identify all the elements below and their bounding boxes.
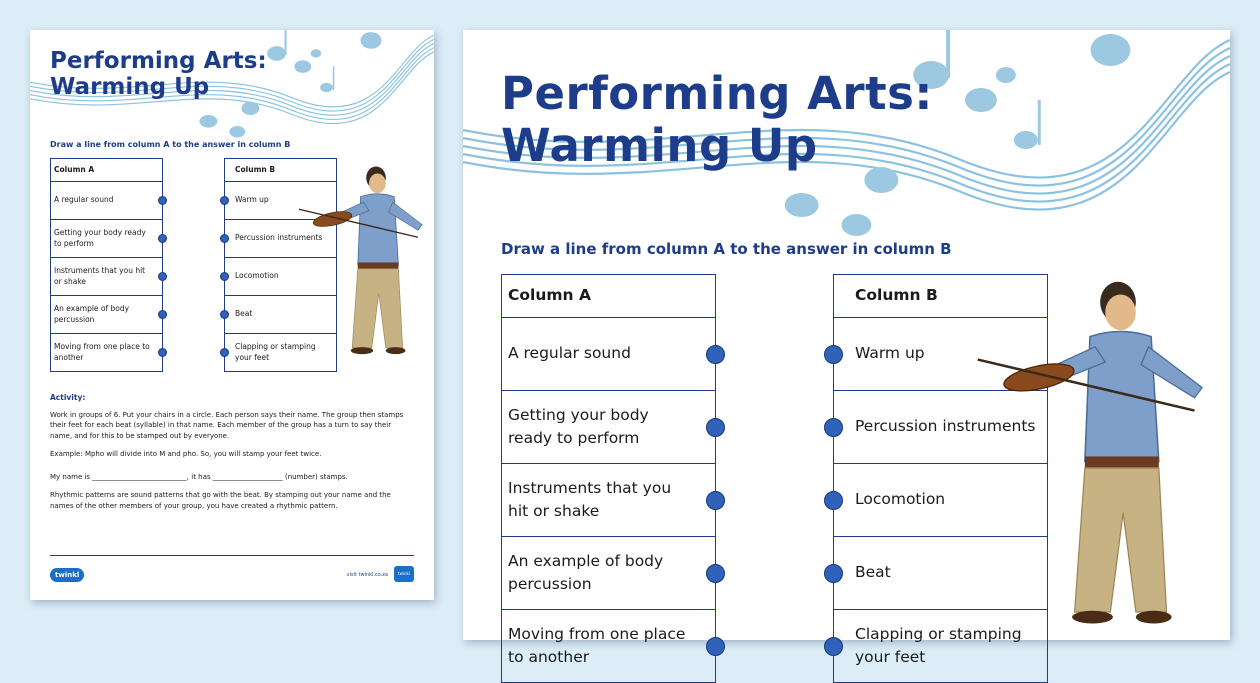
match-dot[interactable] — [158, 272, 167, 281]
match-dot[interactable] — [220, 348, 229, 357]
footer-divider — [50, 555, 414, 556]
column-a-item: A regular sound — [51, 181, 162, 219]
title-line-1: Performing Arts: — [50, 48, 267, 74]
column-b-header: Column B — [855, 286, 938, 305]
rhythmic-pattern-text: Rhythmic patterns are sound patterns that go with the beat. By stamping out your name and the names of the other members of your group, you have created a rhythmic pattern. — [50, 490, 391, 510]
column-b-item: Locomotion — [834, 463, 1047, 536]
column-b-item: Beat — [225, 295, 336, 333]
match-dot[interactable] — [706, 345, 725, 364]
column-b-item: Percussion instruments — [225, 219, 336, 257]
violinist-illustration — [965, 262, 1220, 642]
title-line-2: Warming Up — [501, 118, 818, 172]
column-b-item: Clapping or stamping your feet — [834, 609, 1047, 682]
activity-example: Example: Mpho will divide into M and pho. So, you will stamp your feet twice. — [50, 450, 322, 459]
column-a-item: Getting your body ready to perform — [502, 390, 715, 463]
match-dot[interactable] — [706, 418, 725, 437]
match-dot[interactable] — [158, 310, 167, 319]
match-dot[interactable] — [220, 196, 229, 205]
violinist-illustration — [292, 150, 432, 370]
match-dot[interactable] — [220, 234, 229, 243]
column-a-item: Moving from one place to another — [502, 609, 715, 682]
match-dot[interactable] — [824, 345, 843, 364]
footer-badge: twinkl — [394, 566, 414, 582]
match-dot[interactable] — [824, 564, 843, 583]
match-dot[interactable] — [824, 637, 843, 656]
column-b-item: Beat — [834, 536, 1047, 609]
column-a-item: An example of body percussion — [502, 536, 715, 609]
column-b-item: Warm up — [225, 181, 336, 219]
match-dot[interactable] — [824, 491, 843, 510]
worksheet-thumbnail — [30, 30, 434, 600]
activity-heading: Activity: — [50, 393, 86, 402]
title-line-1: Performing Arts: — [501, 67, 933, 120]
match-dot[interactable] — [158, 234, 167, 243]
column-a-item: Instruments that you hit or shake — [502, 463, 715, 536]
column-a-item: A regular sound — [502, 317, 715, 390]
name-fill-in[interactable]: My name is ___________________________, it has ____________________ (number) stamps. — [50, 473, 348, 481]
match-dot[interactable] — [220, 272, 229, 281]
column-b-item: Clapping or stamping your feet — [225, 333, 336, 371]
title-line-2: Warming Up — [50, 74, 210, 101]
activity-section — [50, 392, 414, 519]
column-a-item: Moving from one place to another — [51, 333, 162, 371]
column-a-item: Getting your body ready to perform — [51, 219, 162, 257]
match-dot[interactable] — [158, 348, 167, 357]
worksheet-zoomed — [463, 30, 1230, 666]
activity-instructions: Work in groups of 6. Put your chairs in a circle. Each person says their name. The group then stamps their feet for each beat (syllable) in that name. Each member of the group has a turn to say their name, and for this to be stamped out by everyone. — [50, 410, 404, 441]
column-b-header: Column B — [235, 164, 276, 174]
match-dot[interactable] — [824, 418, 843, 437]
instruction-text: Draw a line from column A to the answer in column B — [501, 240, 952, 258]
page-title — [50, 48, 267, 101]
column-a-table — [50, 158, 163, 372]
page-title — [501, 68, 933, 172]
match-dot[interactable] — [220, 310, 229, 319]
column-a-table — [501, 274, 716, 683]
column-a-item: Instruments that you hit or shake — [51, 257, 162, 295]
column-a-item: An example of body percussion — [51, 295, 162, 333]
twinkl-logo: twinkl — [50, 568, 84, 582]
match-dot[interactable] — [158, 196, 167, 205]
footer-url: visit twinkl.co.za — [346, 572, 388, 578]
column-a-header: Column A — [508, 286, 591, 305]
column-a-header: Column A — [54, 164, 95, 174]
column-b-item: Percussion instruments — [834, 390, 1047, 463]
match-dot[interactable] — [706, 564, 725, 583]
column-b-item: Warm up — [834, 317, 1047, 390]
match-dot[interactable] — [706, 491, 725, 510]
instruction-text: Draw a line from column A to the answer in column B — [50, 140, 291, 149]
column-b-item: Locomotion — [225, 257, 336, 295]
match-dot[interactable] — [706, 637, 725, 656]
